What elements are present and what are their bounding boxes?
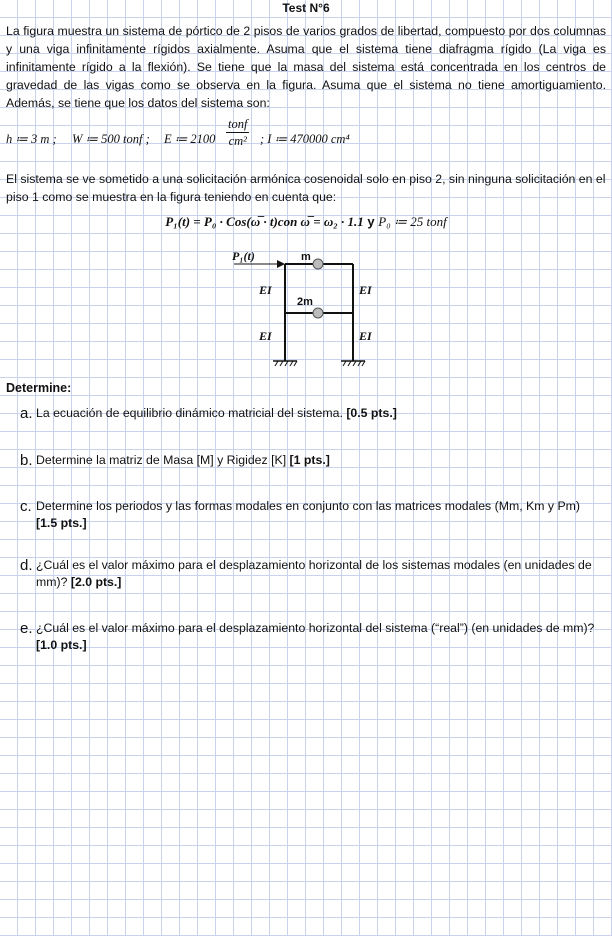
- ei-top-right-label: EI: [359, 283, 372, 297]
- question-item: [20, 452, 604, 469]
- load-label: P₁(t): [232, 249, 255, 263]
- frame-figure: [222, 248, 372, 381]
- i-definition: ; I ≔ 470000 cm⁴: [260, 132, 350, 146]
- w-definition: W ≔ 500 tonf ;: [72, 132, 150, 146]
- h-definition: h ≔ 3 m ;: [6, 132, 57, 146]
- ei-bottom-left-label: EI: [259, 329, 272, 343]
- question-text: La ecuación de equilibrio dinámico matricial del sistema.: [36, 406, 347, 420]
- ei-bottom-right-label: EI: [359, 329, 372, 343]
- top-mass-node: [313, 259, 323, 269]
- determine-heading: Determine:: [6, 381, 72, 395]
- load-formula: [0, 214, 612, 230]
- question-text: Determine los periodos y las formas modales en conjunto con las matrices modales (Mm, Km y Pm): [36, 499, 580, 513]
- question-text: ¿Cuál es el valor máximo para el desplazamiento horizontal de los sistemas modales (en unidades de mm)?: [36, 558, 592, 589]
- question-points: [1.0 pts.]: [36, 638, 87, 652]
- question-letter: b.: [20, 452, 33, 469]
- question-item: [20, 557, 604, 591]
- question-letter: d.: [20, 557, 33, 574]
- system-data-formula: [6, 113, 606, 157]
- bottom-mass-node: [313, 308, 323, 318]
- question-item: [20, 405, 604, 422]
- e-definition: E ≔ 2100: [164, 132, 216, 146]
- intro-paragraph: La figura muestra un sistema de pórtico de 2 pisos de varios grados de libertad, compuesto por dos columnas y una viga infinitamente rígidos axialmente. Asuma que el sistema tiene diafragma rígido (La viga es infinitamente rígido a la flexión). Se tiene que la masa del sistema está concentrada en los centros de gravedad de las vigas como se observa en la figura. Asuma que el sistema no tiene amortiguamiento. Además, se tiene que los datos del sistema son:: [6, 24, 606, 110]
- question-letter: a.: [20, 405, 33, 422]
- question-points: [0.5 pts.]: [346, 406, 397, 420]
- left-support-icon: [273, 361, 297, 366]
- load-paragraph: El sistema se ve sometido a una solicitación armónica cosenoidal solo en piso 2, sin ninguna solicitación en el piso 1 como se muestra en la figura teniendo en cuenta que:: [6, 172, 606, 204]
- test-title: Test N°6: [282, 1, 330, 15]
- e-unit-fraction: [226, 116, 249, 149]
- bottom-mass-label: 2m: [297, 296, 313, 308]
- e-unit-numerator: tonf: [228, 117, 248, 131]
- load-joiner: y: [363, 214, 379, 229]
- e-unit-denominator: cm²: [228, 134, 247, 148]
- question-letter: c.: [20, 498, 32, 515]
- p0-definition: P₀ ≔ 25 tonf: [378, 214, 447, 229]
- question-points: [2.0 pts.]: [70, 575, 122, 589]
- question-letter: e.: [20, 620, 33, 637]
- question-item: [20, 498, 604, 532]
- question-item: [20, 620, 604, 654]
- ei-top-left-label: EI: [259, 283, 272, 297]
- load-equation: P₁(t) = P₀ · Cos(ω̅ · t)con ω̅ = ω₂ · 1.1: [165, 214, 364, 229]
- question-points: [1 pts.]: [289, 453, 330, 467]
- right-support-icon: [341, 361, 365, 366]
- question-text: Determine la matriz de Masa [M] y Rigidez [K]: [36, 453, 290, 467]
- question-points: [1.5 pts.]: [36, 516, 87, 530]
- question-text: ¿Cuál es el valor máximo para el desplazamiento horizontal del sistema (“real”) (en unidades de mm)?: [36, 621, 595, 635]
- top-mass-label: m: [301, 251, 311, 263]
